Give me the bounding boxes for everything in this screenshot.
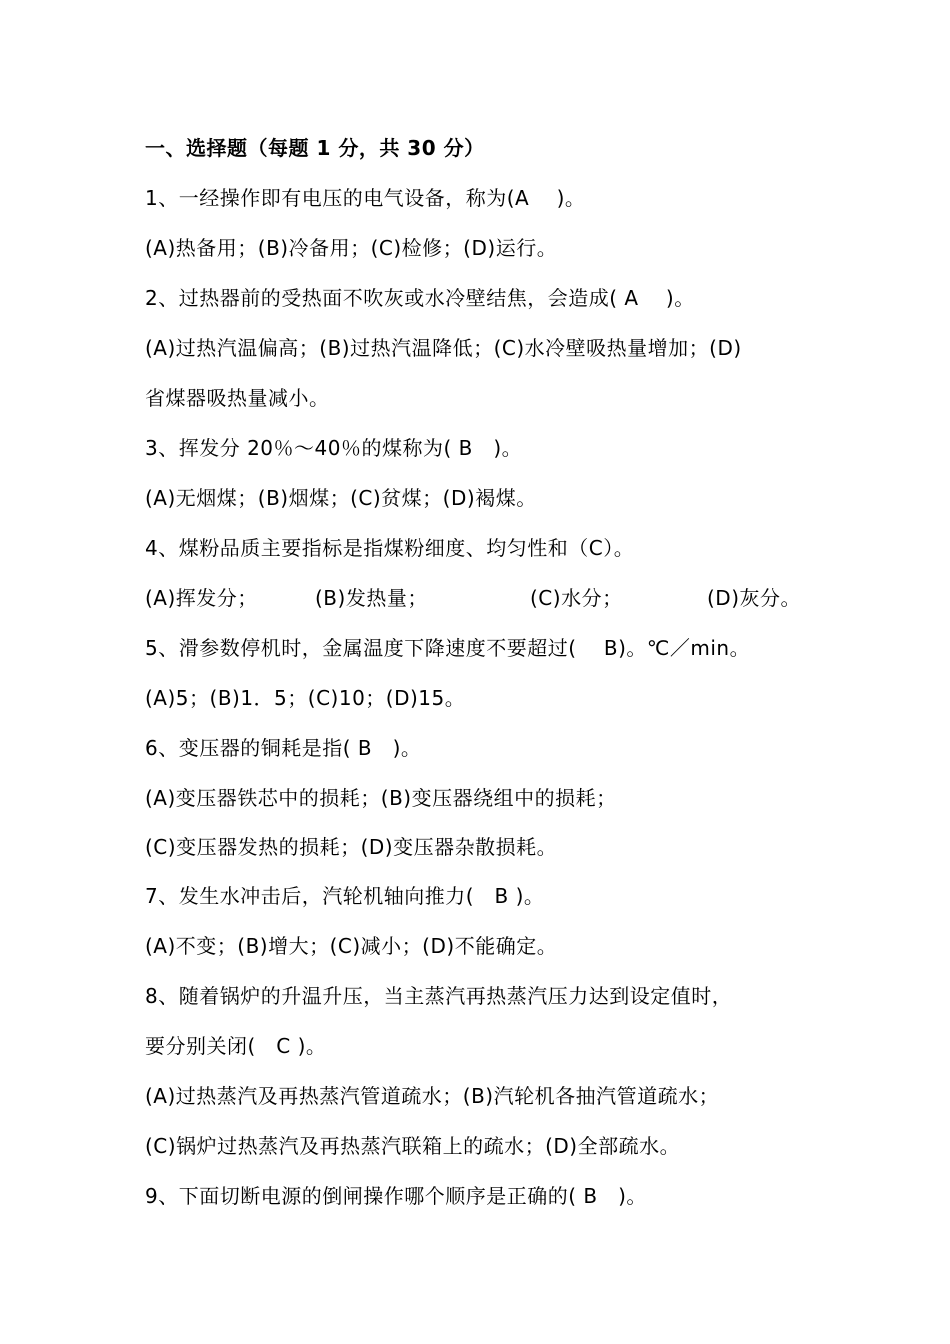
question-3-stem: 3、挥发分 20％～40％的煤称为( B )。 (145, 436, 523, 460)
question-4-option-d: (D)灰分。 (707, 586, 802, 610)
question-8-stem: 8、随着锅炉的升温升压，当主蒸汽再热蒸汽压力达到设定值时， (145, 984, 733, 1008)
question-7-options: (A)不变；(B)增大；(C)减小；(D)不能确定。 (145, 934, 558, 958)
question-4-option-a: (A)挥发分； (145, 586, 258, 610)
question-4-option-c: (C)水分； (530, 586, 623, 610)
section-title: 一、选择题（每题 1 分，共 30 分） (145, 136, 485, 160)
question-1-options: (A)热备用；(B)冷备用；(C)检修；(D)运行。 (145, 236, 558, 260)
question-1-stem: 1、一经操作即有电压的电气设备，称为(A )。 (145, 186, 586, 210)
question-6-stem: 6、变压器的铜耗是指( B )。 (145, 736, 422, 760)
question-4-option-b: (B)发热量； (315, 586, 428, 610)
question-8-stem-cont: 要分别关闭( C )。 (145, 1034, 327, 1058)
question-6-options: (A)变压器铁芯中的损耗；(B)变压器绕组中的损耗； (145, 786, 617, 810)
question-8-options: (A)过热蒸汽及再热蒸汽管道疏水；(B)汽轮机各抽汽管道疏水； (145, 1084, 720, 1108)
question-8-options-cont: (C)锅炉过热蒸汽及再热蒸汽联箱上的疏水；(D)全部疏水。 (145, 1134, 681, 1158)
question-9-stem: 9、下面切断电源的倒闸操作哪个顺序是正确的( B )。 (145, 1184, 647, 1208)
question-2-options: (A)过热汽温偏高；(B)过热汽温降低；(C)水冷壁吸热量增加；(D) (145, 336, 742, 360)
question-5-options: (A)5；(B)1．5；(C)10；(D)15。 (145, 686, 466, 710)
question-7-stem: 7、发生水冲击后，汽轮机轴向推力( B )。 (145, 884, 545, 908)
question-5-stem: 5、滑参数停机时，金属温度下降速度不要超过( B)。℃／min。 (145, 636, 751, 660)
question-2-options-cont: 省煤器吸热量减小。 (145, 386, 330, 410)
question-2-stem: 2、过热器前的受热面不吹灰或水冷壁结焦，会造成( A )。 (145, 286, 695, 310)
question-6-options-cont: (C)变压器发热的损耗；(D)变压器杂散损耗。 (145, 835, 558, 859)
question-4-stem: 4、煤粉品质主要指标是指煤粉细度、均匀性和（C）。 (145, 536, 635, 560)
question-3-options: (A)无烟煤；(B)烟煤；(C)贫煤；(D)褐煤。 (145, 486, 537, 510)
